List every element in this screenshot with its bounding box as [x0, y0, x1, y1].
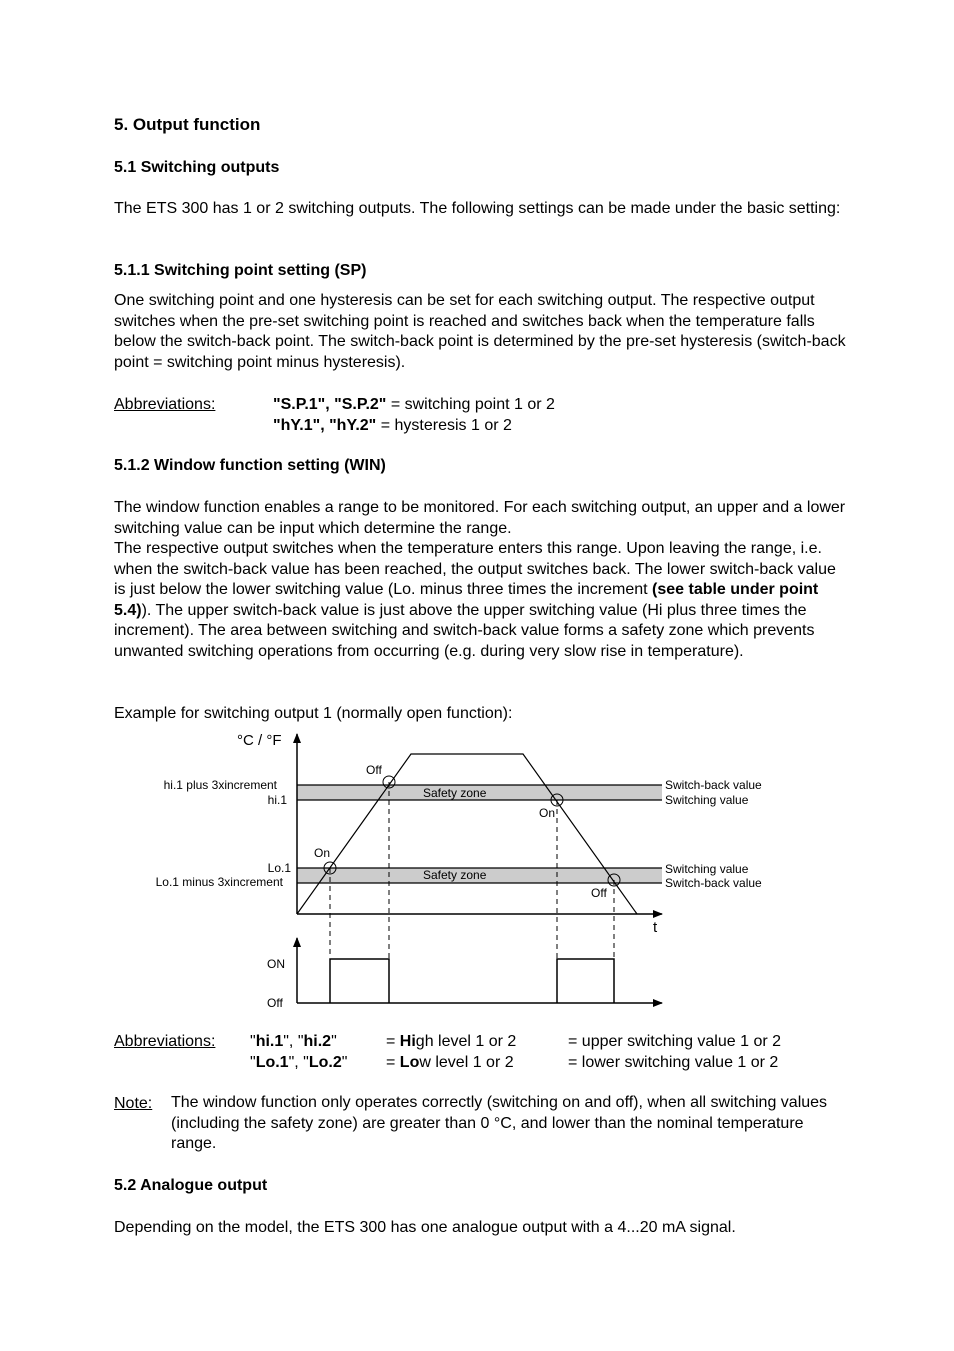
section-title: 5. Output function — [114, 115, 261, 134]
switching-lower-label: Switching value — [665, 862, 749, 876]
hi-meaning: = upper switching value 1 or 2 — [568, 1033, 782, 1050]
win-heading: 5.1.2 Window function setting (WIN) — [114, 457, 386, 474]
switch-back-upper-label: Switch-back value — [665, 778, 762, 792]
abbr2-label: Abbreviations: — [114, 1033, 216, 1050]
safety-zone-lower-label: Safety zone — [423, 868, 487, 882]
temperature-curve — [297, 754, 637, 914]
sp-heading: 5.1.1 Switching point setting (SP) — [114, 262, 367, 279]
output-off-label: Off — [267, 996, 283, 1010]
hy-desc: = hysteresis 1 or 2 — [376, 417, 512, 434]
note-text: The window function only operates correctly (switching on and off), when all switching values (including the safety zone) are greater than 0 °C, and lower than the nominal temperature range. — [171, 1094, 828, 1152]
analogue-heading: 5.2 Analogue output — [114, 1177, 268, 1194]
lo-label: Lo.1 — [267, 861, 291, 875]
sp-codes: "S.P.1", "S.P.2" — [273, 396, 387, 413]
output-signal — [330, 959, 389, 1003]
intro-paragraph: The ETS 300 has 1 or 2 switching outputs. The following settings can be made under the basic setting: — [114, 200, 841, 217]
hi-label: hi.1 — [267, 793, 287, 807]
sp-paragraph: One switching point and one hysteresis can be set for each switching output. The respective output switches when the pre-set switching point is reached and switches back when the temperature falls below the switch-back point. The switch-back point is determined by the pre-set hysteresis (switch-back point = switching point minus hysteresis). — [114, 292, 846, 371]
sp-desc: = switching point 1 or 2 — [386, 396, 555, 413]
lo-meaning: = lower switching value 1 or 2 — [568, 1054, 779, 1071]
switch-back-lower-label: Switch-back value — [665, 876, 762, 890]
safety-zone-upper-label: Safety zone — [423, 786, 487, 800]
on-fall-label: On — [539, 806, 556, 820]
x-axis-label: t — [653, 919, 658, 936]
note-label: Note: — [114, 1095, 153, 1112]
hi-codes: "hi.1", "hi.2" — [250, 1033, 337, 1050]
lo-expansion: = Low level 1 or 2 — [386, 1054, 514, 1071]
hy-codes: "hY.1", "hY.2" — [273, 417, 377, 434]
example-caption: Example for switching output 1 (normally open function): — [114, 705, 513, 722]
win-paragraph-1: The window function enables a range to be monitored. For each switching output, an upper and a lower switching value can be input which determine the range. — [114, 499, 846, 537]
off-rise-label: Off — [366, 763, 382, 777]
analogue-paragraph: Depending on the model, the ETS 300 has one analogue output with a 4...20 mA signal. — [114, 1219, 736, 1236]
lo-minus-label: Lo.1 minus 3xincrement — [155, 875, 283, 889]
output-on-label: ON — [267, 957, 285, 971]
lo-codes: "Lo.1", "Lo.2" — [250, 1054, 348, 1071]
switching-upper-label: Switching value — [665, 793, 749, 807]
off-fall-label: Off — [591, 886, 607, 900]
y-axis-label: °C / °F — [237, 732, 282, 749]
hi-plus-label: hi.1 plus 3xincrement — [163, 778, 277, 792]
on-rise-label: On — [314, 846, 331, 860]
win-paragraph-2: The respective output switches when the temperature enters this range. Upon leaving the range, i.e. when the switch-back value has been reached, the output switches back. The lower switch-back value is just below the lower switching value (Lo. minus three times the increment (see table under point 5.4)). The upper switch-back value is just above the upper switching value (Hi plus three times the increment). The area between switching and switch-back value forms a safety zone which prevents unwanted switching operations from occurring (e.g. during very slow rise in temperature). — [114, 540, 836, 660]
hi-expansion: = High level 1 or 2 — [386, 1033, 517, 1050]
abbr-label: Abbreviations: — [114, 396, 216, 413]
subsection-heading: 5.1 Switching outputs — [114, 159, 280, 176]
output-signal-2 — [557, 959, 614, 1003]
